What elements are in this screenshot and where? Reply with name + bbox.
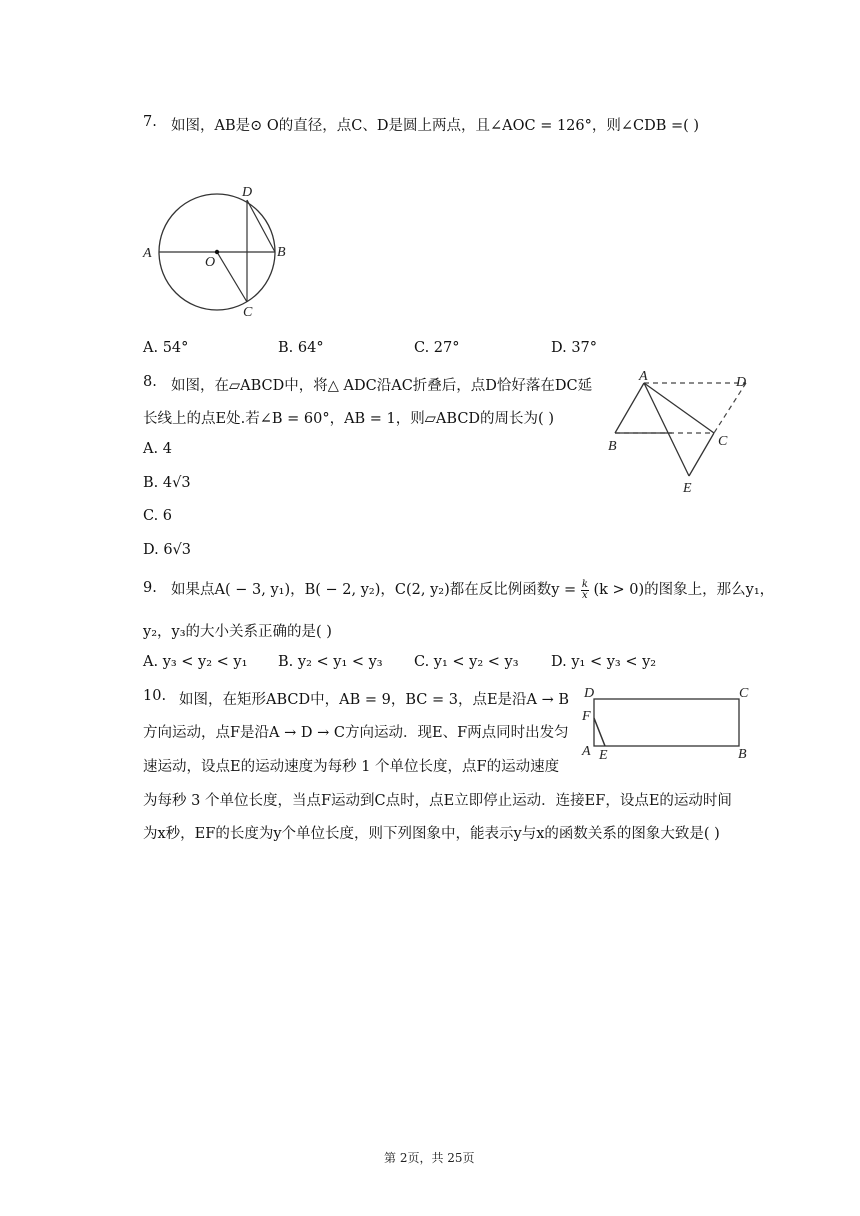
q8-line1: 如图，在▱ABCD中，将△ ADC沿AC折叠后，点D恰好落在DC延 (171, 378, 593, 394)
q7-option-b: B. 64° (278, 340, 324, 356)
q8-number: 8. (143, 374, 157, 390)
q9-fraction-numerator: k (581, 578, 588, 590)
q10-line4: 为每秒 3 个单位长度，当点F运动到C点时，点E立即停止运动．连接EF，设点E的运动时间 (143, 793, 732, 809)
q10-label-e: E (599, 748, 608, 762)
q7-label-b: B (277, 245, 286, 260)
q7-text: 如图，AB是⊙ O的直径，点C、D是圆上两点，且∠AOC = 126°，则∠CDB =( ) (171, 118, 700, 134)
q9-number: 9. (143, 580, 157, 596)
q8-label-d: D (736, 375, 747, 390)
q7-option-c: C. 27° (414, 340, 460, 356)
q7-label-d: D (242, 185, 253, 200)
q10-line2: 方向运动，点F是沿A → D → C方向运动．现E、F两点同时出发匀 (143, 725, 569, 741)
q10-label-a: A (582, 744, 591, 759)
q8-label-a: A (639, 369, 648, 384)
q7-option-a: A. 54° (143, 340, 189, 356)
q10-number: 10. (143, 688, 167, 704)
q9-option-c: C. y₁ < y₂ < y₃ (414, 654, 519, 670)
q9-fraction-denominator: x (582, 589, 588, 601)
q8-label-e: E (683, 481, 692, 496)
q7-label-a: A (143, 246, 152, 261)
q9-option-d: D. y₁ < y₃ < y₂ (551, 654, 657, 670)
q9-line2: y₂，y₃的大小关系正确的是( ) (143, 624, 332, 640)
q8-option-d: D. 6√3 (143, 542, 192, 558)
q9-line1-b: (k > 0)的图象上，那么y₁， (593, 582, 775, 598)
q9-fraction (581, 580, 589, 601)
q7-number: 7. (143, 114, 157, 130)
q9-line1-a: 如果点A( − 3, y₁)，B( − 2, y₂)，C(2, y₂)都在反比例函数y = (171, 582, 577, 598)
q7-circle-figure (138, 180, 298, 320)
q7-label-o: O (205, 255, 216, 270)
q8-parallelogram-figure (600, 368, 760, 498)
q8-option-b: B. 4√3 (143, 475, 191, 491)
q8-line2: 长线上的点E处.若∠B = 60°，AB = 1，则▱ABCD的周长为( ) (143, 411, 554, 427)
q10-line1: 如图，在矩形ABCD中，AB = 9，BC = 3，点E是沿A → B (179, 692, 570, 708)
q10-rectangle-figure (578, 682, 756, 762)
q10-line3: 速运动，设点E的运动速度为每秒 1 个单位长度，点F的运动速度 (143, 759, 560, 775)
q9-line1 (171, 578, 774, 601)
q8-label-b: B (608, 439, 617, 454)
q7-label-c: C (243, 305, 253, 320)
q8-option-c: C. 6 (143, 508, 173, 524)
page-footer: 第 2页，共 25页 (384, 1151, 475, 1165)
q7-option-d: D. 37° (551, 340, 598, 356)
q10-label-b: B (738, 747, 747, 762)
q10-label-f: F (582, 709, 591, 724)
q8-option-a: A. 4 (143, 441, 172, 457)
q10-label-d: D (584, 686, 595, 701)
q9-option-b: B. y₂ < y₁ < y₃ (278, 654, 383, 670)
q10-label-c: C (739, 686, 749, 701)
q10-line5: 为x秒，EF的长度为y个单位长度，则下列图象中，能表示y与x的函数关系的图象大致是( ) (143, 826, 720, 842)
q8-label-c: C (718, 434, 728, 449)
q9-option-a: A. y₃ < y₂ < y₁ (143, 654, 248, 670)
